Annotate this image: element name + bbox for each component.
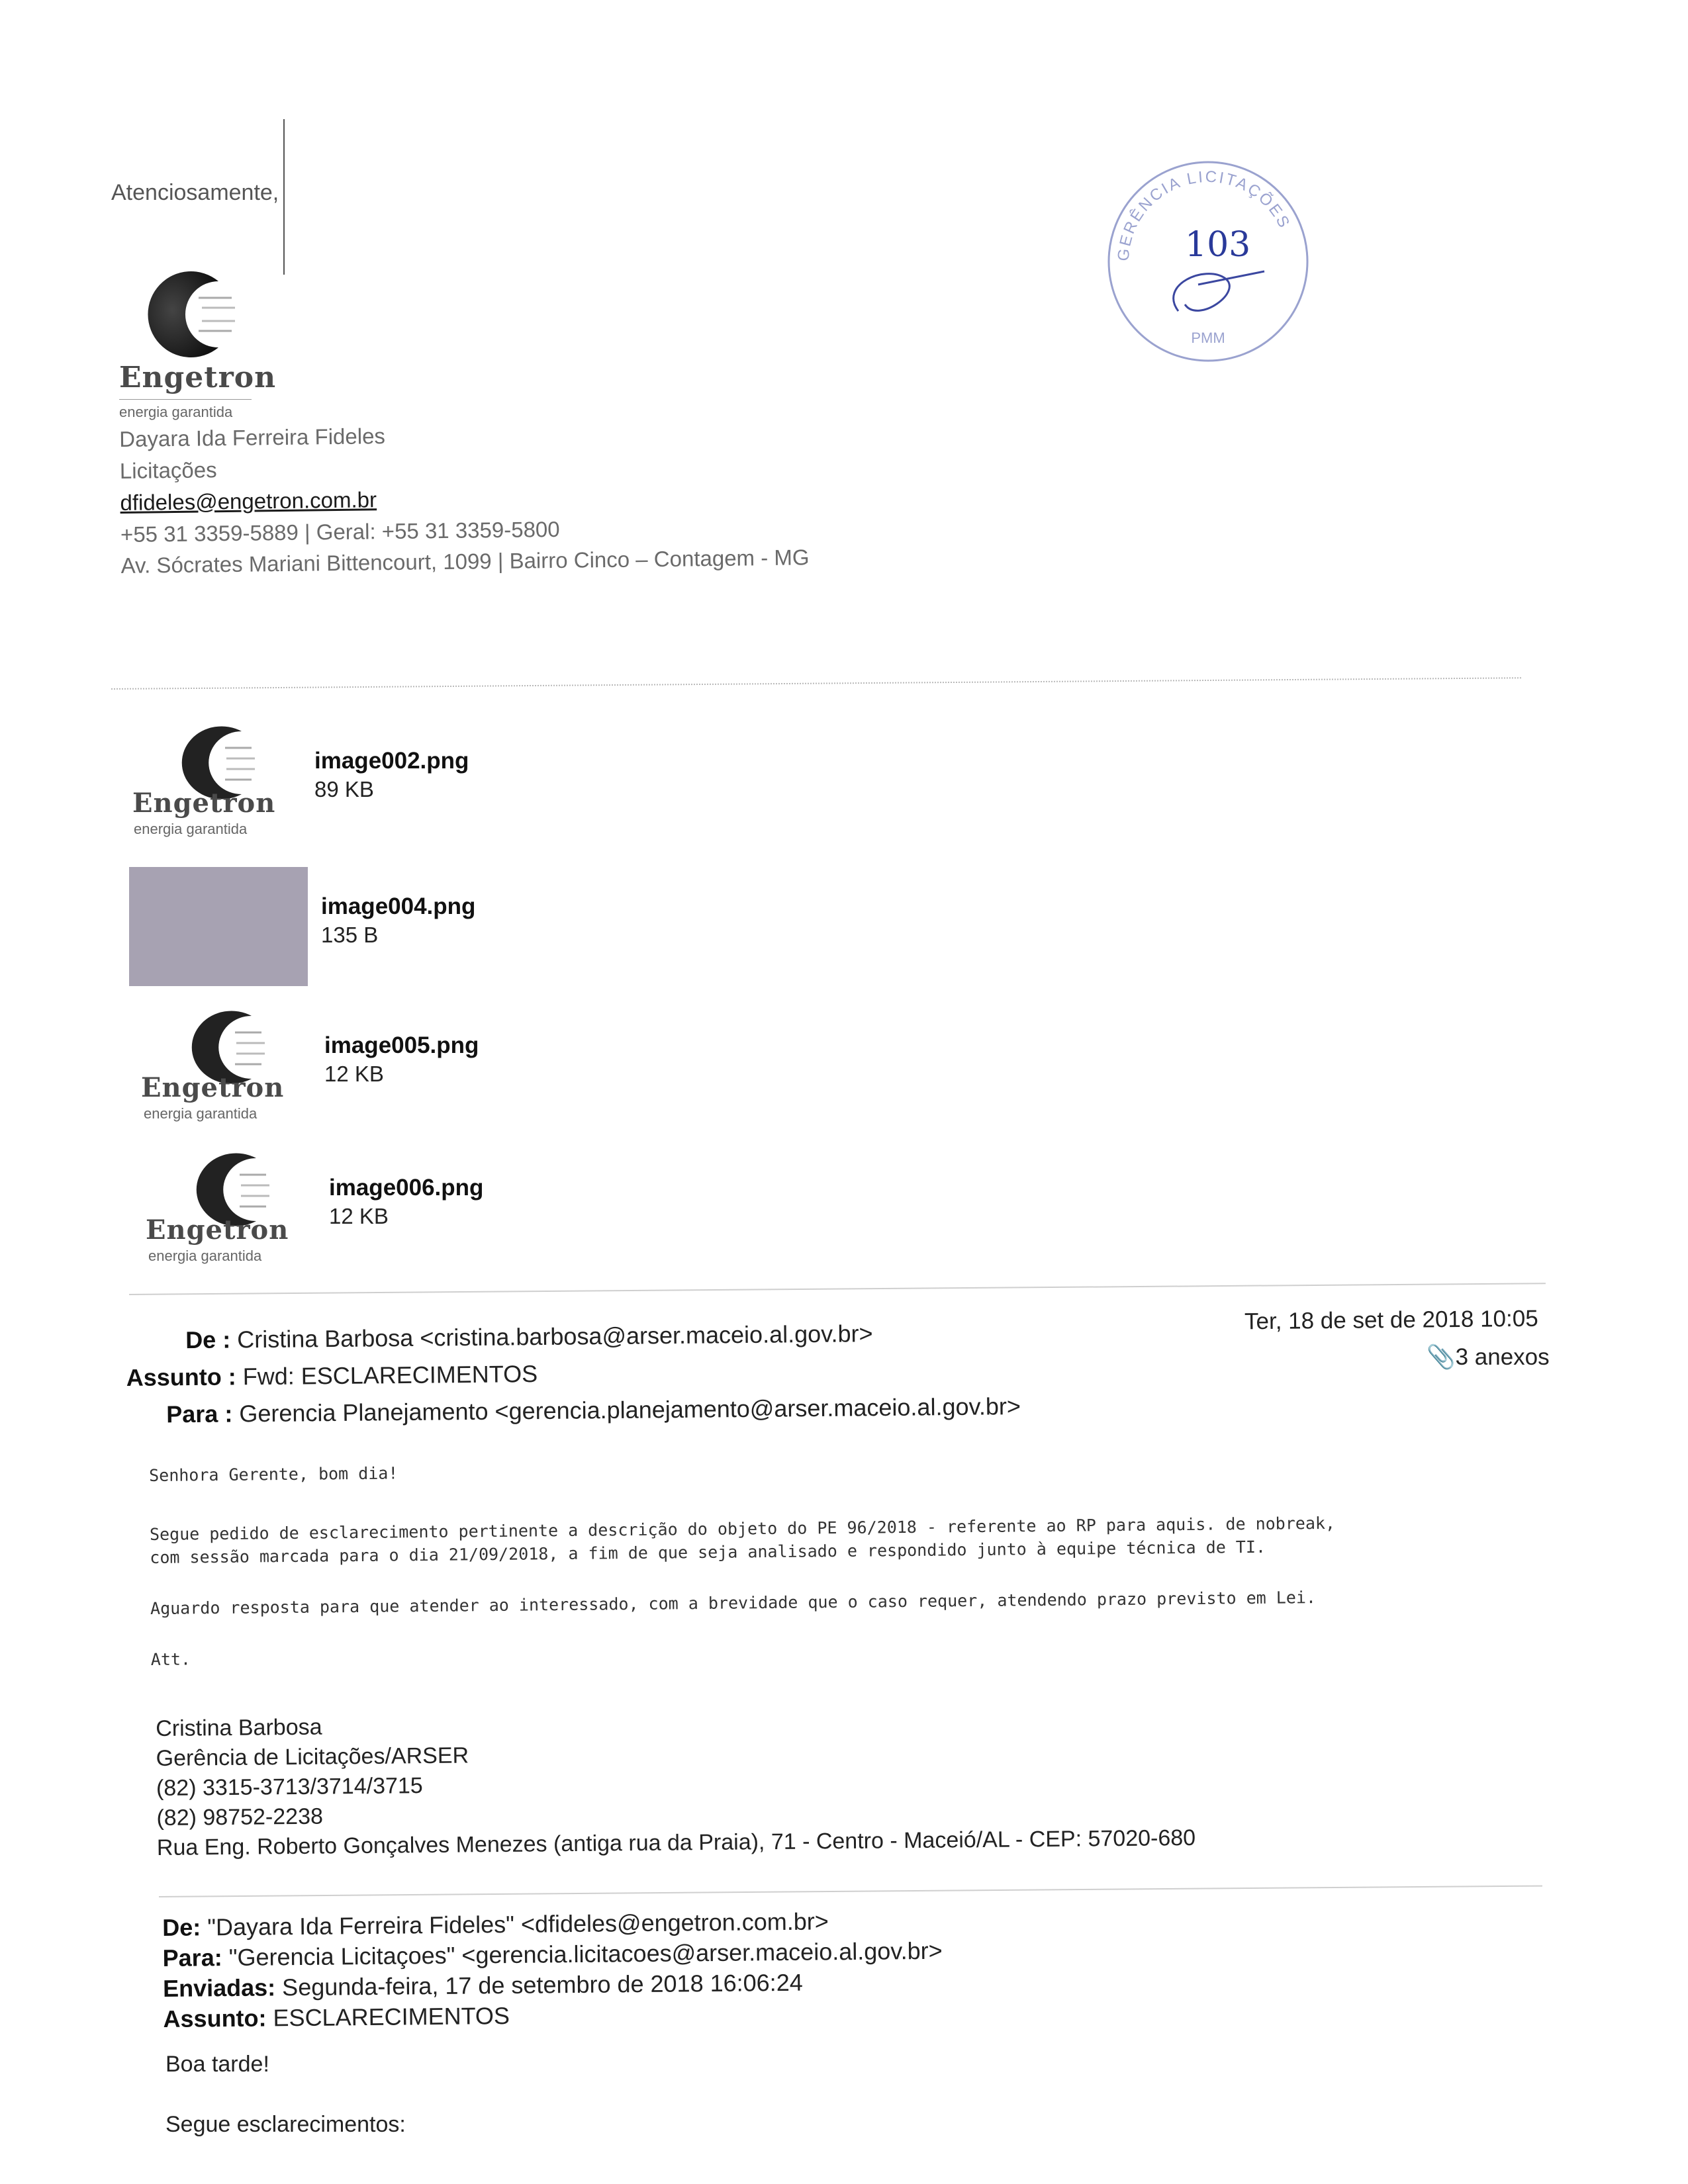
logo-tagline: energia garantida: [148, 1248, 262, 1264]
body-line: Att.: [150, 1649, 191, 1669]
logo-wordmark: Engetron: [119, 361, 277, 394]
header-from: [185, 1318, 1020, 1354]
svg-text:GERÊNCIA LICITAÇÕES: GERÊNCIA LICITAÇÕES: [1114, 167, 1294, 262]
attachment-size: 12 KB: [329, 1204, 389, 1228]
message-body: [149, 1455, 1336, 1669]
fwd-subject-label: Assunto:: [163, 2004, 267, 2033]
signature-name: Dayara Ida Ferreira Fideles: [119, 424, 386, 451]
sender-signature: [156, 1704, 1196, 1862]
subject-label: Assunto :: [126, 1363, 236, 1391]
attachment-thumbnail: [140, 1148, 312, 1274]
header-subject: [126, 1355, 1021, 1392]
signature-phones: +55 31 3359-5889 | Geral: +55 31 3359-5800: [120, 516, 560, 547]
attachment-name[interactable]: image005.png: [324, 1032, 479, 1058]
attachment-item[interactable]: [126, 721, 523, 847]
signature-block: [119, 415, 810, 582]
signature-line: Rua Eng. Roberto Gonçalves Menezes (antiga rua da Praia), 71 - Centro - Maceió/AL - CEP: 57020-680: [156, 1825, 1196, 1860]
message-header: [126, 1318, 1021, 1429]
fwd-to-label: Para:: [162, 1944, 222, 1972]
attachment-item[interactable]: [129, 867, 526, 989]
header-to: [166, 1392, 1021, 1428]
from-label: De :: [185, 1326, 231, 1354]
paperclip-icon: 📎: [1427, 1344, 1456, 1370]
logo-tagline: energia garantida: [134, 821, 248, 837]
signature-line: Cristina Barbosa: [156, 1714, 322, 1741]
attachment-item[interactable]: [140, 1148, 538, 1274]
divider: [111, 677, 1521, 690]
body-line: Aguardo resposta para que atender ao interessado, com a brevidade que o caso requer, atendendo prazo previsto em Lei.: [150, 1588, 1317, 1618]
divider: [129, 1283, 1546, 1295]
logo-tagline: energia garantida: [119, 404, 233, 420]
attachments-indicator[interactable]: [1427, 1343, 1550, 1371]
from-value[interactable]: Cristina Barbosa <cristina.barbosa@arser.maceio.al.gov.br>: [237, 1320, 873, 1353]
subject-value: Fwd: ESCLARECIMENTOS: [242, 1360, 538, 1390]
attachment-name[interactable]: image006.png: [329, 1175, 484, 1201]
attachment-thumbnail: [129, 867, 308, 986]
to-value[interactable]: Gerencia Planejamento <gerencia.planejamento@arser.maceio.al.gov.br>: [239, 1392, 1021, 1428]
fwd-body-line: Segue esclarecimentos:: [165, 2112, 406, 2137]
attachment-info: [329, 1175, 483, 1229]
attachment-info: [321, 893, 475, 948]
fwd-from-value[interactable]: "Dayara Ida Ferreira Fideles" <dfideles@engetron.com.br>: [207, 1907, 829, 1941]
attachment-name[interactable]: image004.png: [321, 893, 476, 919]
attachment-size: 12 KB: [324, 1062, 384, 1086]
message-date: Ter, 18 de set de 2018 10:05: [1244, 1305, 1538, 1335]
logo-rule: [119, 399, 252, 400]
margin-line: [283, 119, 285, 275]
fwd-sent-value: Segunda-feira, 17 de setembro de 2018 16:06:24: [281, 1968, 803, 2001]
divider: [159, 1886, 1542, 1897]
forwarded-header: [162, 1905, 943, 2035]
attachment-info: [314, 748, 469, 802]
body-line: Senhora Gerente, bom dia!: [149, 1463, 399, 1485]
attachment-item[interactable]: [136, 1006, 533, 1132]
attachment-thumbnail: [136, 1006, 308, 1132]
signature-line: Gerência de Licitações/ARSER: [156, 1743, 469, 1771]
logo-wordmark: Engetron: [141, 1072, 285, 1103]
greeting: Atenciosamente,: [111, 180, 279, 205]
fwd-from-label: De:: [162, 1913, 201, 1941]
signature-email[interactable]: dfideles@engetron.com.br: [120, 486, 377, 515]
fwd-to-value[interactable]: "Gerencia Licitaçoes" <gerencia.licitacoes@arser.maceio.al.gov.br>: [228, 1936, 943, 1972]
engetron-logo: [119, 268, 277, 424]
attachment-size: 135 B: [321, 923, 379, 947]
body-line: com sessão marcada para o dia 21/09/2018, a fim de que seja analisado e respondido junto à equipe técnica de TI.: [150, 1537, 1266, 1567]
attachment-size: 89 KB: [314, 777, 374, 801]
logo-wordmark: Engetron: [146, 1214, 289, 1246]
fwd-subject-value: ESCLARECIMENTOS: [273, 2002, 510, 2032]
signature-line: (82) 3315-3713/3714/3715: [156, 1772, 423, 1801]
stamp-number: 103: [1185, 225, 1251, 265]
to-label: Para :: [166, 1400, 233, 1428]
attachment-info: [324, 1032, 479, 1087]
signature-address: Av. Sócrates Mariani Bittencourt, 1099 | Bairro Cinco – Contagem - MG: [120, 545, 810, 578]
logo-tagline: energia garantida: [144, 1105, 258, 1122]
fwd-sent-label: Enviadas:: [162, 1974, 276, 2003]
attachment-thumbnail: [126, 721, 298, 847]
attachment-name[interactable]: image002.png: [314, 748, 469, 774]
svg-text:PMM: PMM: [1191, 330, 1225, 346]
attachments-count: 3 anexos: [1455, 1344, 1550, 1370]
logo-wordmark: Engetron: [132, 788, 276, 819]
protocol-stamp: [1099, 152, 1317, 371]
body-line: Segue pedido de esclarecimento pertinente a descrição do objeto do PE 96/2018 - referente ao RP para aquis. de nobreak,: [149, 1513, 1336, 1544]
signature-dept: Licitações: [119, 457, 217, 483]
fwd-body-line: Boa tarde!: [165, 2052, 269, 2077]
signature-line: (82) 98752-2238: [156, 1803, 324, 1831]
forwarded-body: [165, 2052, 406, 2138]
